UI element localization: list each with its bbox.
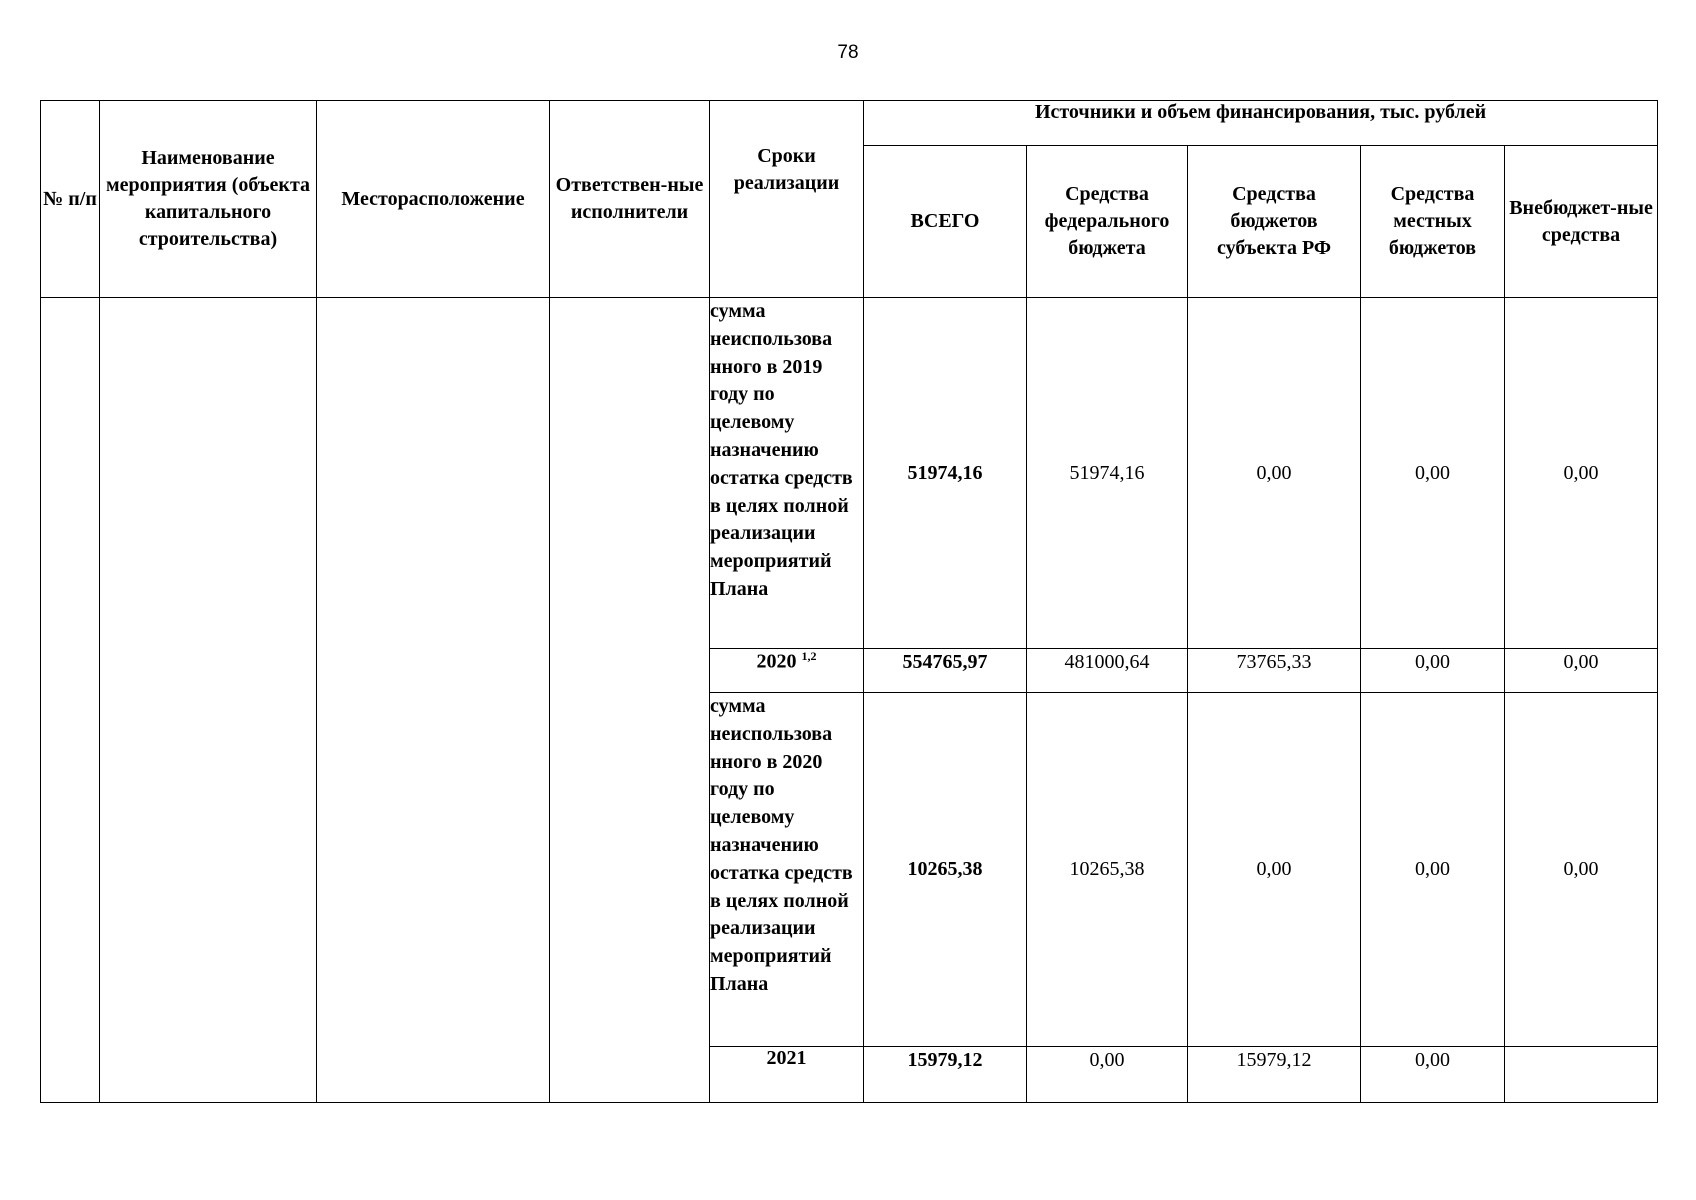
cell-extra <box>1505 1047 1658 1103</box>
cell-term: сумма неиспользова нного в 2020 году по целевому назначению остатка средств в целях полной реализации мероприятий Плана <box>710 693 864 1047</box>
header-location: Месторасположение <box>317 101 550 298</box>
cell-extra: 0,00 <box>1505 649 1658 693</box>
header-total: ВСЕГО <box>864 146 1027 298</box>
page-number: 78 <box>837 42 859 63</box>
cell-local: 0,00 <box>1361 693 1505 1047</box>
header-name: Наименование мероприятия (объекта капитального строительства) <box>100 101 317 298</box>
cell-regional: 0,00 <box>1188 693 1361 1047</box>
cell-term <box>710 649 864 693</box>
cell-total: 554765,97 <box>864 649 1027 693</box>
header-federal: Средства федерального бюджета <box>1027 146 1188 298</box>
header-extra: Внебюджет-ные средства <box>1505 146 1658 298</box>
header-no: № п/п <box>41 101 100 298</box>
cell-local: 0,00 <box>1361 298 1505 649</box>
cell-term: сумма неиспользова нного в 2019 году по целевому назначению остатка средств в целях полной реализации мероприятий Плана <box>710 298 864 649</box>
header-regional: Средства бюджетов субъекта РФ <box>1188 146 1361 298</box>
cell-name <box>100 298 317 1103</box>
header-local: Средства местных бюджетов <box>1361 146 1505 298</box>
financing-table <box>40 100 1658 1103</box>
cell-extra: 0,00 <box>1505 298 1658 649</box>
cell-total: 15979,12 <box>864 1047 1027 1103</box>
cell-no <box>41 298 100 1103</box>
table-row <box>41 298 1658 649</box>
cell-regional: 73765,33 <box>1188 649 1361 693</box>
cell-local: 0,00 <box>1361 649 1505 693</box>
cell-federal: 51974,16 <box>1027 298 1188 649</box>
cell-federal: 0,00 <box>1027 1047 1188 1103</box>
cell-local: 0,00 <box>1361 1047 1505 1103</box>
cell-responsible <box>550 298 710 1103</box>
cell-regional: 15979,12 <box>1188 1047 1361 1103</box>
term-footnote: 1,2 <box>801 649 817 663</box>
cell-federal: 10265,38 <box>1027 693 1188 1047</box>
header-terms: Сроки реализации <box>710 101 864 298</box>
cell-total: 51974,16 <box>864 298 1027 649</box>
cell-regional: 0,00 <box>1188 298 1361 649</box>
cell-total: 10265,38 <box>864 693 1027 1047</box>
term-year: 2020 <box>756 650 797 673</box>
header-responsible: Ответствен-ные исполнители <box>550 101 710 298</box>
cell-term: 2021 <box>710 1047 864 1103</box>
cell-extra: 0,00 <box>1505 693 1658 1047</box>
header-financing-group: Источники и объем финансирования, тыс. рублей <box>864 101 1658 146</box>
cell-federal: 481000,64 <box>1027 649 1188 693</box>
cell-location <box>317 298 550 1103</box>
